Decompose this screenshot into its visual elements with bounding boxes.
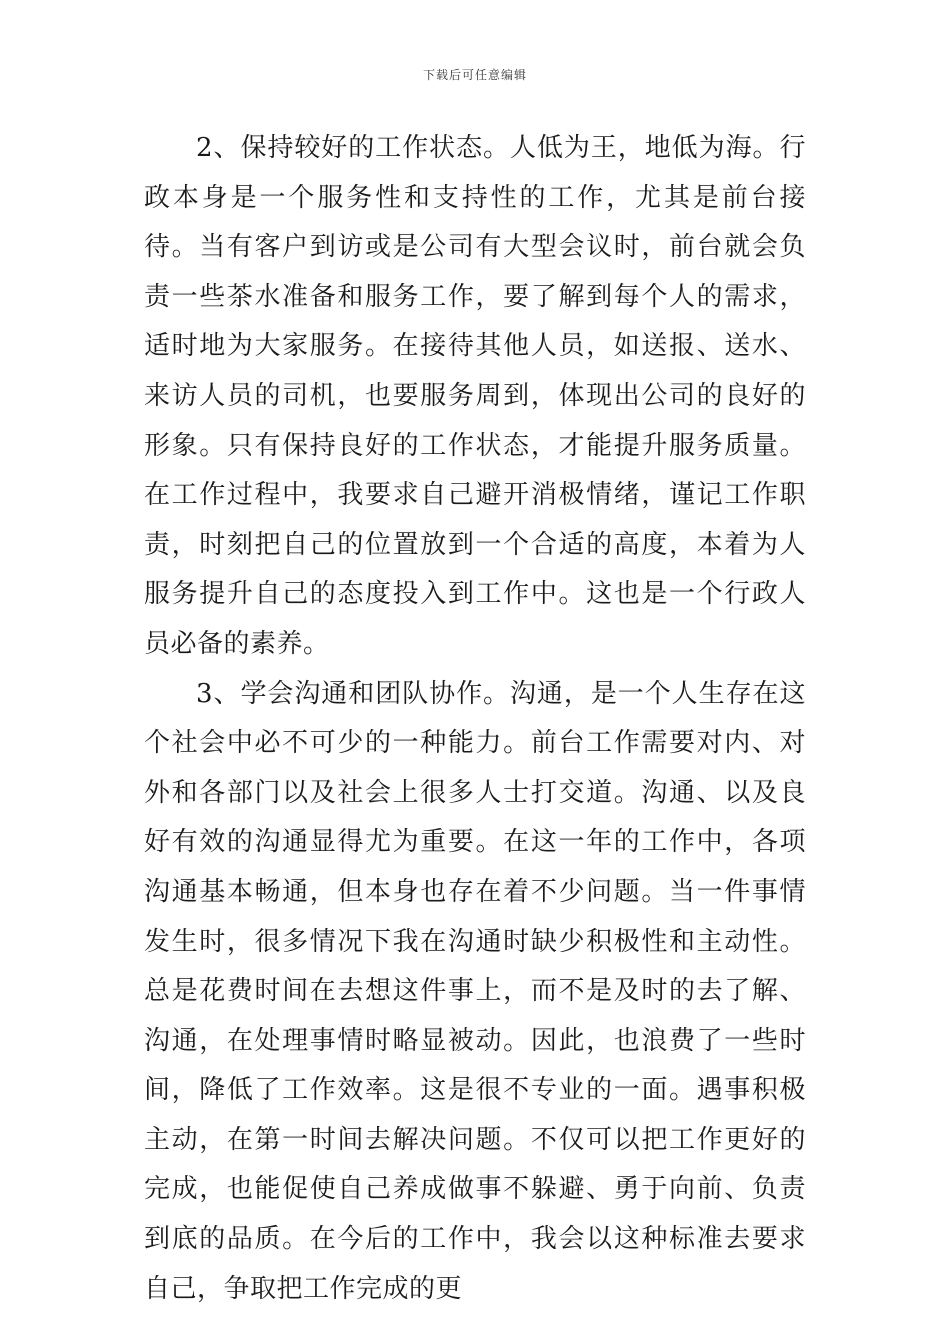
page-header-note: 下载后可任意编辑 [422,68,527,82]
paragraph-communication-teamwork: 3、学会沟通和团队协作。沟通，是一个人生存在这个社会中必不可少的一种能力。前台工作需要对内、对外和各部门以及社会上很多人士打交道。沟通、以及良好有效的沟通显得尤为重要。在这一年的工作中，各项沟通基本畅通，但本身也存在着不少问题。当一件事情发生时，很多情况下我在沟通时缺少积极性和主动性。总是花费时间在去想这件事上，而不是及时的去了解、沟通，在处理事情时略显被动。因此，也浪费了一些时间，降低了工作效率。这是很不专业的一面。遇事积极主动，在第一时间去解决问题。不仅可以把工作更好的完成，也能促使自己养成做事不躲避、勇于向前、负责到底的品质。在今后的工作中，我会以这种标准去要求自己，争取把工作完成的更 [144,678,806,1304]
paragraph-work-attitude: 2、保持较好的工作状态。人低为王，地低为海。行政本身是一个服务性和支持性的工作，尤其是前台接待。当有客户到访或是公司有大型会议时，前台就会负责一些茶水准备和服务工作，要了解到每个人的需求，适时地为大家服务。在接待其他人员，如送报、送水、来访人员的司机，也要服务周到，体现出公司的良好的形象。只有保持良好的工作状态，才能提升服务质量。在工作过程中，我要求自己避开消极情绪，谨记工作职责，时刻把自己的位置放到一个合适的高度，本着为人服务提升自己的态度投入到工作中。这也是一个行政人员必备的素养。 [144,133,806,659]
document-body [144,124,806,1314]
